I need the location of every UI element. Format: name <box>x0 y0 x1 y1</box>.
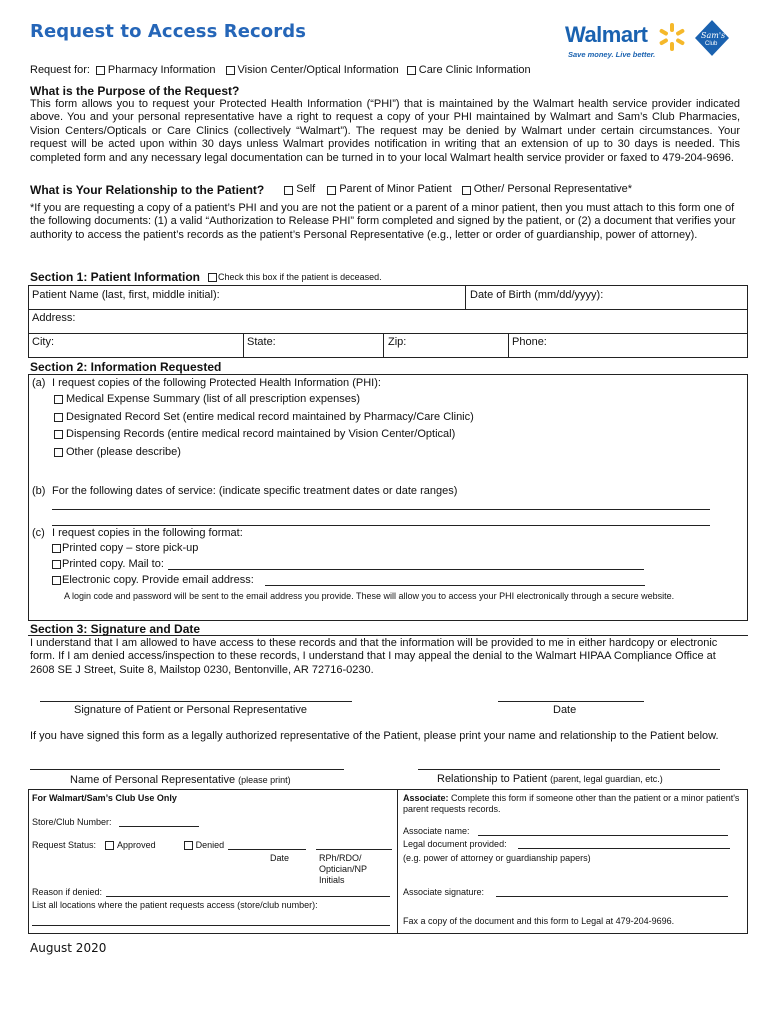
request-for-label: Request for: <box>30 64 90 76</box>
vision-checkbox[interactable] <box>226 66 235 75</box>
sams-label: Sam's <box>701 31 726 40</box>
pharmacy-label: Pharmacy Information <box>107 64 216 76</box>
parent-label: Parent of Minor Patient <box>339 183 452 196</box>
section2-b-label: (b) <box>32 485 46 497</box>
store-number-line[interactable] <box>119 826 199 827</box>
phone-field[interactable]: Phone: <box>512 336 547 348</box>
state-field[interactable]: State: <box>247 336 276 348</box>
print-mail-option: Printed copy. Mail to: <box>52 558 164 571</box>
walmart-wordmark: Walmart <box>565 22 648 47</box>
relationship-label: Relationship to Patient (parent, legal guardian, etc.) <box>437 773 663 785</box>
request-status-row: Request Status: Approved Denied <box>32 840 225 850</box>
print-pickup-option: Printed copy – store pick-up <box>52 542 198 555</box>
care-clinic-label: Care Clinic Information <box>418 64 531 76</box>
relationship-row <box>30 183 632 197</box>
walmart-sams-logo <box>565 18 735 64</box>
vision-label: Vision Center/Optical Information <box>237 64 399 76</box>
associate-name-label: Associate name: <box>403 826 470 836</box>
office-initials-line[interactable] <box>316 849 392 850</box>
electronic-option: Electronic copy. Provide email address: <box>52 574 254 587</box>
section3-body: I understand that I am allowed to have access to these records and that the information will be provided to me in either hardcopy or electronic form. If I am denied access/inspection to these records, I understand that I may appeal the denial to the Walmart HIPAA Compliance Office at 2608 SE J Street, Suite 8, Mailstop 0230, Bentonville, AR 72716-0230. <box>30 637 718 676</box>
other-checkbox[interactable] <box>462 186 471 195</box>
city-field[interactable]: City: <box>32 336 54 348</box>
patient-name-field[interactable]: Patient Name (last, first, middle initial): <box>32 289 220 301</box>
signature-date-line[interactable] <box>498 701 644 702</box>
medical-expense-checkbox[interactable] <box>54 395 63 404</box>
section1-heading: Section 1: Patient Information <box>30 270 201 284</box>
zip-field[interactable]: Zip: <box>388 336 407 348</box>
fax-instructions: Fax a copy of the document and this form to Legal at 479-204-9696. <box>403 916 675 926</box>
reason-denied-label: Reason if denied: <box>32 887 103 897</box>
signature-label: Signature of Patient or Personal Representative <box>74 704 307 716</box>
purpose-body: This form allows you to request your Protected Health Information (“PHI”) that is maintained by the Walmart health service provider indicated above. You and your personal representative have a right to request a copy of your PHI maintained by Walmart and Sam’s Club Pharmacies, Vision Centers/Opticals or Care Clinics (collectively “Walmart”). The request may be denied by Walmart under certain circumstances. Your request will be acted upon within 30 days unless Walmart provides notification in writing that an extension of up to 30 days is needed. This completed form and any necessary legal documentation can be turned in to your local Walmart health service provider or faxed to 479-204-9696. <box>30 98 740 164</box>
signature-date-label: Date <box>553 704 577 716</box>
designated-record-checkbox[interactable] <box>54 413 63 422</box>
approved-checkbox[interactable] <box>105 841 114 850</box>
legal-document-example: (e.g. power of attorney or guardianship papers) <box>403 853 591 863</box>
deceased-label: Check this box if the patient is deceased. <box>218 271 382 282</box>
electronic-checkbox[interactable] <box>52 576 61 585</box>
relationship-note: *If you are requesting a copy of a patient’s PHI and you are not the patient or a parent of a minor patient, then you must attach to this form one of the following documents: (1) a valid “Authorization to Release PHI” form completed and signed by the patient, or (2) a document that verifies your authority to access the patient’s records as the patient’s Personal Representative (e.g., letter or order of guardianship, power of attorney). <box>30 202 736 241</box>
print-pickup-checkbox[interactable] <box>52 544 61 553</box>
office-initials-label: RPh/RDO/ Optician/NP Initials <box>319 853 367 885</box>
designated-record-option: Designated Record Set (entire medical record maintained by Pharmacy/Care Clinic) <box>54 411 474 424</box>
self-checkbox[interactable] <box>284 186 293 195</box>
rep-name-label: Name of Personal Representative (please print) <box>70 774 291 786</box>
dates-line-2[interactable] <box>52 525 710 526</box>
club-label: Club <box>705 41 718 47</box>
care-clinic-checkbox[interactable] <box>407 66 416 75</box>
associate-signature-label: Associate signature: <box>403 887 485 897</box>
dates-line-1[interactable] <box>52 509 710 510</box>
section2-a-label: (a) <box>32 377 46 389</box>
print-mail-checkbox[interactable] <box>52 560 61 569</box>
associate-name-line[interactable] <box>478 835 728 836</box>
locations-label: List all locations where the patient requests access (store/club number): <box>32 900 318 910</box>
page-title: Request to Access Records <box>30 21 307 42</box>
relationship-line[interactable] <box>418 769 720 770</box>
locations-line[interactable] <box>32 925 390 926</box>
section2-b-text: For the following dates of service: (indicate specific treatment dates or date ranges) <box>52 485 458 497</box>
dispensing-records-option: Dispensing Records (entire medical record maintained by Vision Center/Optical) <box>54 428 455 441</box>
self-label: Self <box>296 183 316 196</box>
associate-note: Associate: Complete this form if someone other than the patient or a minor patient's parent requests records. <box>403 793 740 814</box>
section2-c-label: (c) <box>32 527 45 539</box>
rep-note: If you have signed this form as a legally authorized representative of the Patient, please print your name and relationship to the Patient below. <box>30 730 719 742</box>
parent-checkbox[interactable] <box>327 186 336 195</box>
section2-c-text: I request copies in the following format: <box>52 527 243 539</box>
other-describe-option: Other (please describe) <box>54 446 181 459</box>
dob-field[interactable]: Date of Birth (mm/dd/yyyy): <box>470 289 604 301</box>
mail-to-line[interactable] <box>168 569 644 570</box>
request-for-row <box>30 64 531 77</box>
store-number-label: Store/Club Number: <box>32 817 112 827</box>
signature-line[interactable] <box>40 701 352 702</box>
footer-date: August 2020 <box>30 941 107 955</box>
section3-heading: Section 3: Signature and Date <box>30 622 201 636</box>
purpose-heading: What is the Purpose of the Request? <box>30 84 240 98</box>
electronic-note: A login code and password will be sent to the email address you provide. These will allow you to access your PHI electronically through a secure website. <box>64 591 675 601</box>
deceased-checkbox[interactable] <box>208 273 217 282</box>
reason-denied-line[interactable] <box>106 896 390 897</box>
legal-document-line[interactable] <box>518 848 730 849</box>
pharmacy-checkbox[interactable] <box>96 66 105 75</box>
office-use-heading: For Walmart/Sam’s Club Use Only <box>32 793 177 803</box>
denied-checkbox[interactable] <box>184 841 193 850</box>
associate-signature-line[interactable] <box>496 896 728 897</box>
other-label: Other/ Personal Representative* <box>473 183 633 196</box>
section2-heading: Section 2: Information Requested <box>30 360 222 374</box>
section1-header <box>30 270 382 284</box>
address-field[interactable]: Address: <box>32 312 76 324</box>
section2-a-text: I request copies of the following Protected Health Information (PHI): <box>52 377 381 389</box>
dispensing-records-checkbox[interactable] <box>54 430 63 439</box>
office-date-label: Date <box>270 853 290 863</box>
request-status-label: Request Status: <box>32 840 97 850</box>
rep-name-line[interactable] <box>30 769 344 770</box>
walmart-tagline: Save money. Live better. <box>568 50 656 59</box>
office-date-line[interactable] <box>228 849 306 850</box>
medical-expense-option: Medical Expense Summary (list of all prescription expenses) <box>54 393 360 406</box>
email-line[interactable] <box>265 585 645 586</box>
relationship-heading: What is Your Relationship to the Patient? <box>30 183 265 197</box>
legal-document-label: Legal document provided: <box>403 839 507 849</box>
other-describe-checkbox[interactable] <box>54 448 63 457</box>
spark-icon <box>657 22 687 52</box>
